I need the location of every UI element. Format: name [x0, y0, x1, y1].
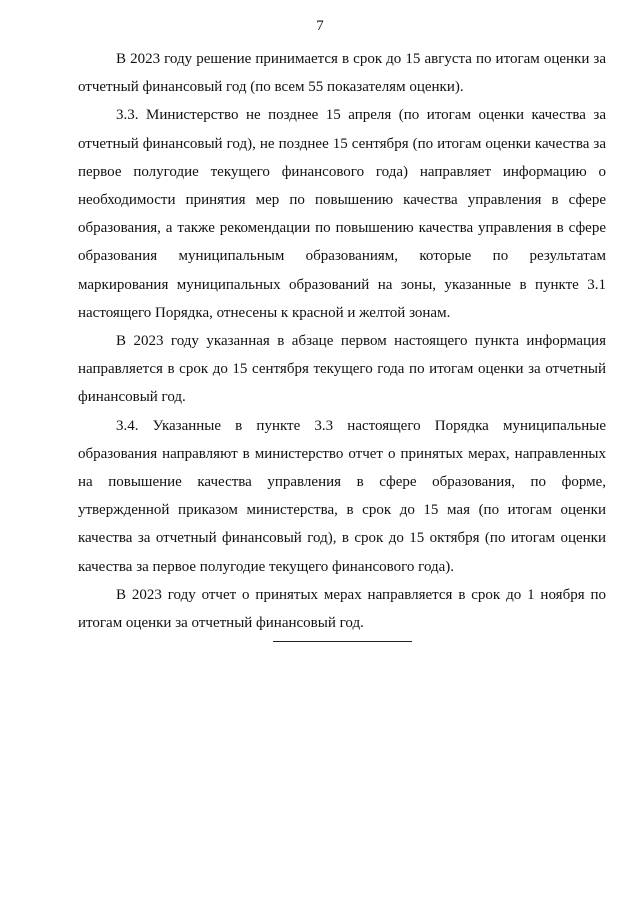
document-body	[78, 45, 606, 637]
paragraph-deadline-september: В 2023 году указанная в абзаце первом настоящего пункта информация направляется в срок до 15 сентября текущего года по итогам оценки за отчетный финансовый год.	[78, 333, 606, 406]
paragraph-clause-3-4: 3.4. Указанные в пункте 3.3 настоящего Порядка муниципальные образования направляют в министерство отчет о принятых мерах, направленных на повышение качества управления в сфере образования, по форме, утвержденной приказом министерства, в срок до 15 мая (по итогам оценки качества за отчетный финансовый год), в срок до 15 октября (по итогам оценки качества за первое полугодие текущего финансового года).	[78, 417, 606, 575]
end-of-text-divider	[273, 641, 412, 642]
paragraph-clause-3-3: 3.3. Министерство не позднее 15 апреля (по итогам оценки качества за отчетный финансовый год), не позднее 15 сентября (по итогам оценки качества за первое полугодие текущего финансового года) направляет информацию о необходимости принятия мер по повышению качества управления в сфере образования, а также рекомендации по повышению качества управления в сфере образования муниципальным образованиям, которые по результатам маркирования муниципальных образований на зоны, указанные в пункте 3.1 настоящего Порядка, отнесены к красной и желтой зонам.	[78, 107, 606, 321]
page-number: 7	[316, 18, 324, 34]
paragraph-deadline-november: В 2023 году отчет о принятых мерах направляется в срок до 1 ноября по итогам оценки за отчетный финансовый год.	[78, 586, 606, 632]
paragraph-deadline-august: В 2023 году решение принимается в срок до 15 августа по итогам оценки за отчетный финансовый год (по всем 55 показателям оценки).	[78, 51, 606, 96]
